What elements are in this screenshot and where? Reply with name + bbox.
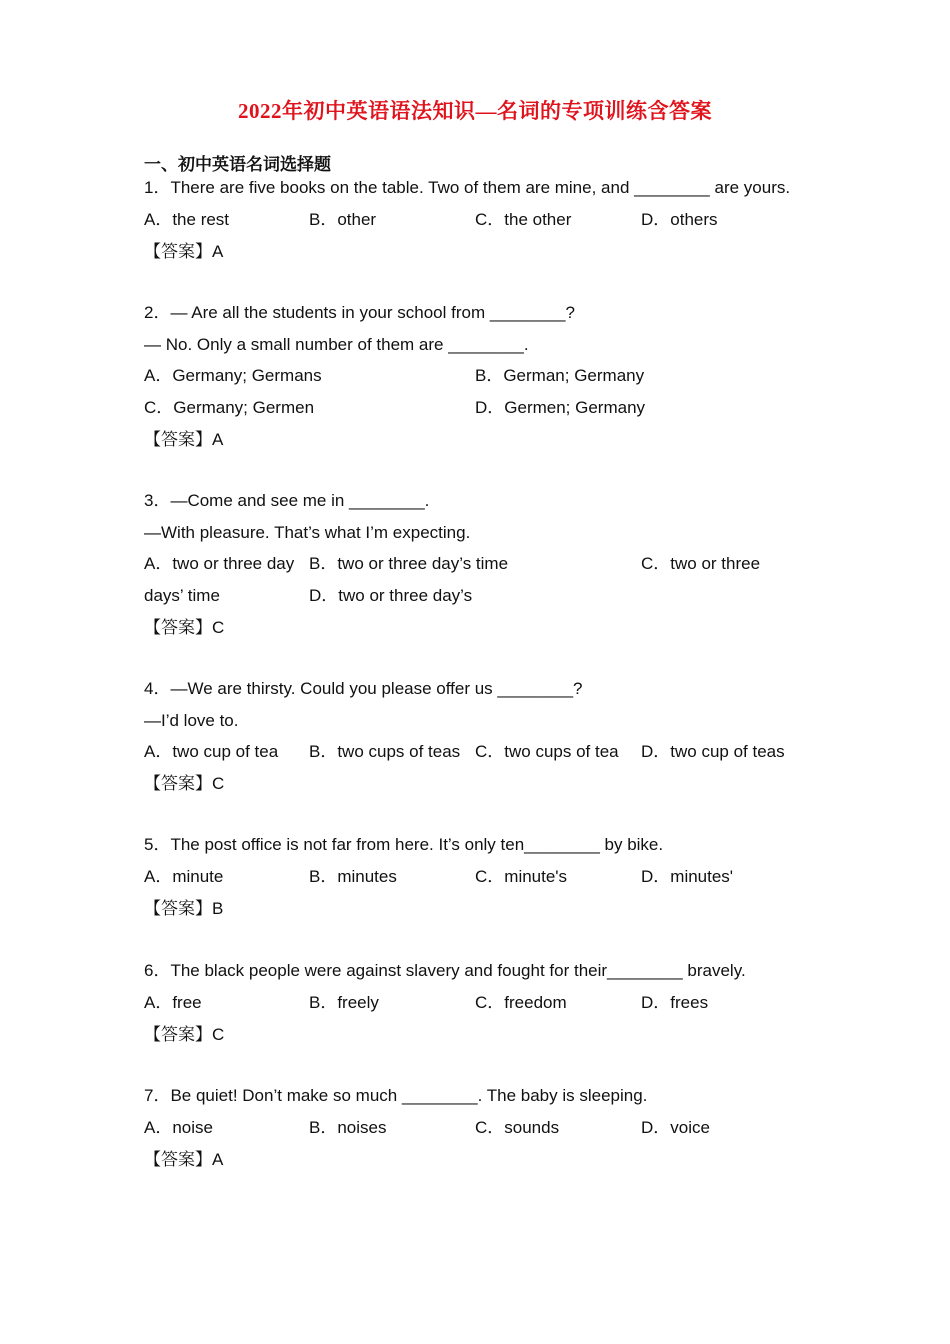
q3-answer: 【答案】C	[144, 618, 225, 637]
q3-stem: 3．—Come and see me in ________.	[144, 491, 430, 510]
q1-option-a: A．the rest	[144, 210, 230, 229]
q6-stem: 6．The black people were against slavery and fought for their________ bravely.	[144, 961, 746, 980]
q1-stem: 1．There are five books on the table. Two of them are mine, and ________ are yours.	[144, 178, 791, 197]
q6-option-c: C．freedom	[475, 993, 567, 1012]
q7-answer: 【答案】A	[144, 1150, 224, 1169]
q2-stem: 2．— Are all the students in your school from ________?	[144, 303, 575, 322]
q4-stem: 4．—We are thirsty. Could you please offer us ________?	[144, 679, 583, 698]
q7-option-c: C．sounds	[475, 1118, 560, 1137]
q1-option-b: B．other	[309, 210, 377, 229]
q4-answer: 【答案】C	[144, 774, 225, 793]
section-heading: 一、初中英语名词选择题	[144, 155, 331, 174]
q3-response: —With pleasure. That’s what I’m expecting.	[144, 523, 471, 542]
q7-stem: 7．Be quiet! Don’t make so much ________. The baby is sleeping.	[144, 1086, 648, 1105]
q7-option-a: A．noise	[144, 1118, 213, 1137]
q4-option-a: A．two cup of tea	[144, 742, 279, 761]
q6-option-b: B．freely	[309, 993, 379, 1012]
q5-option-b: B．minutes	[309, 867, 397, 886]
q2-option-c: C．Germany; Germen	[144, 398, 315, 417]
q3-option-a: A．two or three day	[144, 554, 295, 573]
q1-answer: 【答案】A	[144, 242, 224, 261]
q3-option-d: D．two or three day’s	[309, 586, 473, 605]
q4-option-d: D．two cup of teas	[641, 742, 785, 761]
q6-answer: 【答案】C	[144, 1025, 225, 1044]
q2-option-a: A．Germany; Germans	[144, 366, 322, 385]
q2-option-d: D．Germen; Germany	[475, 398, 646, 417]
document-title: 2022年初中英语语法知识—名词的专项训练含答案	[238, 99, 712, 123]
q1-option-c: C．the other	[475, 210, 572, 229]
q5-option-a: A．minute	[144, 867, 224, 886]
q3-option-b: B．two or three day’s time	[309, 554, 509, 573]
q4-response: —I’d love to.	[144, 711, 239, 730]
q6-option-a: A．free	[144, 993, 202, 1012]
q5-option-d: D．minutes'	[641, 867, 734, 886]
q4-option-b: B．two cups of teas	[309, 742, 461, 761]
q4-option-c: C．two cups of tea	[475, 742, 619, 761]
q5-stem: 5．The post office is not far from here. It’s only ten________ by bike.	[144, 835, 664, 854]
q2-answer: 【答案】A	[144, 430, 224, 449]
q7-option-d: D．voice	[641, 1118, 710, 1137]
q7-option-b: B．noises	[309, 1118, 387, 1137]
q2-response: — No. Only a small number of them are ________.	[144, 335, 529, 354]
q6-option-d: D．frees	[641, 993, 709, 1012]
q1-option-d: D．others	[641, 210, 718, 229]
q5-answer: 【答案】B	[144, 899, 224, 918]
q3-option-c-continued: days’ time	[144, 586, 220, 605]
q2-option-b: B．German; Germany	[475, 366, 645, 385]
q3-option-c: C．two or three	[641, 554, 761, 573]
q5-option-c: C．minute's	[475, 867, 568, 886]
